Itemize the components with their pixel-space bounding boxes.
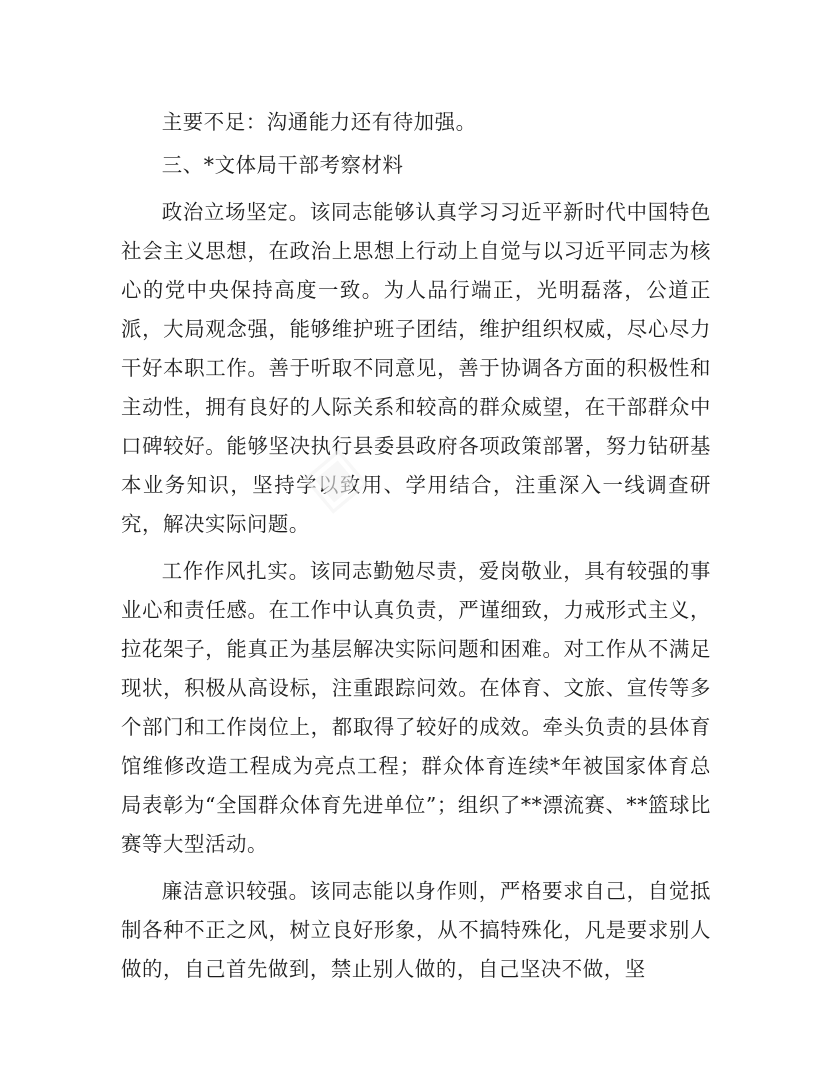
paragraph-work-style: 工作作风扎实。该同志勤勉尽责，爱岗敬业，具有较强的事业心和责任感。在工作中认真负责，严谨细致，力戒形式主义，拉花架子，能真正为基层解决实际问题和困难。对工作从不满足现状，积极从高设标，注重跟踪问效。在体育、文旅、宣传等多个部门和工作岗位上，都取得了较好的成效。牵头负责的县体育馆维修改造工程成为亮点工程；群众体育连续*年被国家体育总局表彰为“全国群众体育先进单位”；组织了**漂流赛、**篮球比赛等大型活动。: [121, 559, 711, 856]
paragraph-shortcoming: 主要不足：沟通能力还有待加强。: [161, 110, 477, 134]
document-body: [121, 103, 711, 989]
watermark-logo: ▣: [288, 433, 378, 524]
section-heading: 三、*文体局干部考察材料: [161, 153, 404, 177]
paragraph-political-stance: 政治立场坚定。该同志能够认真学习习近平新时代中国特色社会主义思想，在政治上思想上行动上自觉与以习近平同志为核心的党中央保持高度一致。为人品行端正，光明磊落，公道正派，大局观念强，能够维护班子团结，维护组织权威，尽心尽力干好本职工作。善于听取不同意见，善于协调各方面的积极性和主动性，拥有良好的人际关系和较高的群众威望，在干部群众中口碑较好。能够坚决执行县委县政府各项政策部署，努力钻研基本业务知识，坚持学以致用、学用结合，注重深入一线调查研究，解决实际问题。: [121, 200, 711, 536]
paragraph-integrity: 廉洁意识较强。该同志能以身作则，严格要求自己，自觉抵制各种不正之风，树立良好形象，从不搞特殊化，凡是要求别人做的，自己首先做到，禁止别人做的，自己坚决不做，坚: [121, 879, 711, 981]
